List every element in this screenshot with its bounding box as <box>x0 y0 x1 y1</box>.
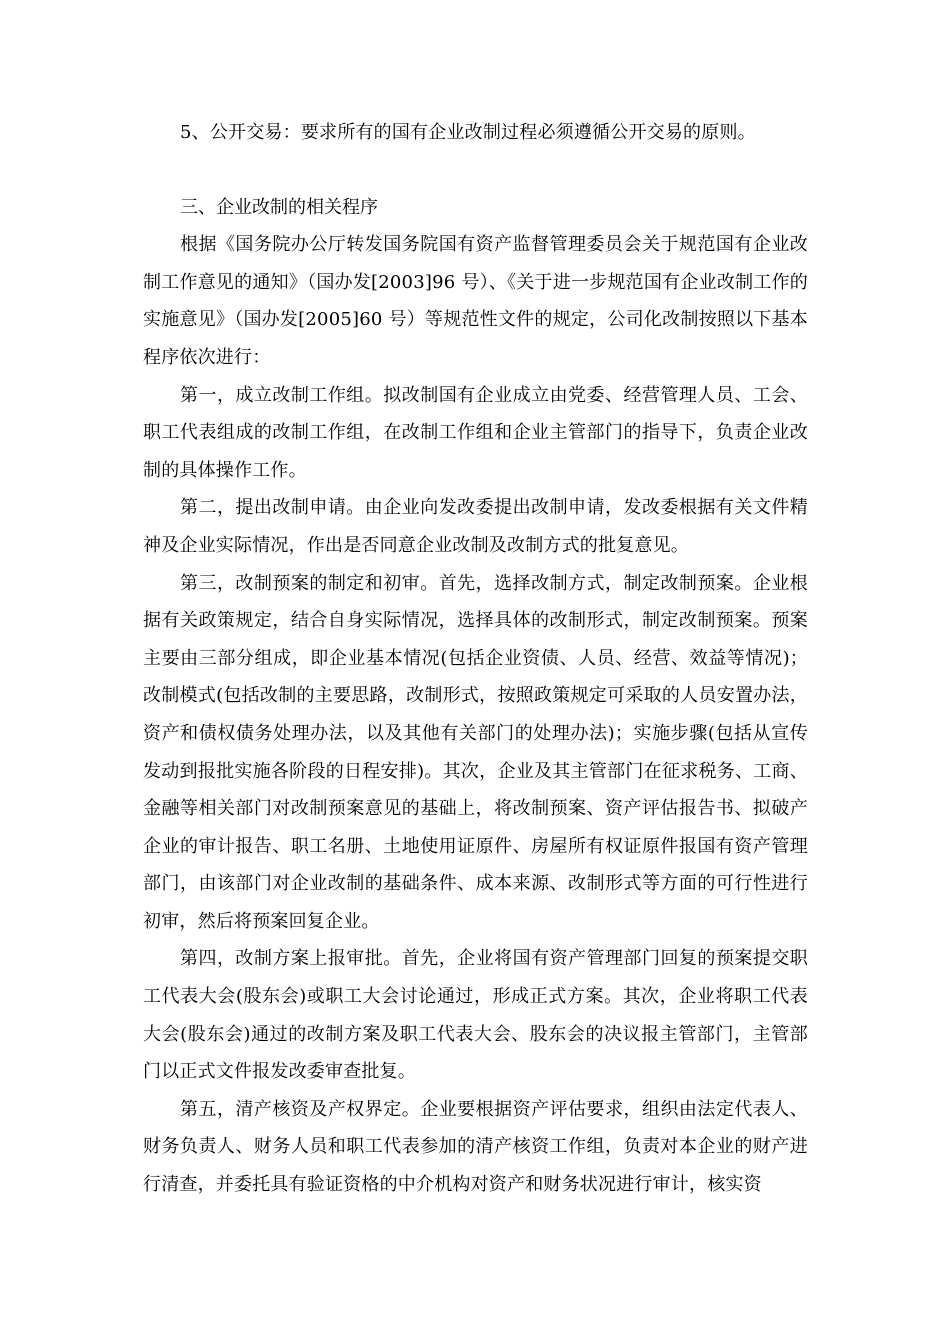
section-heading-procedures: 三、企业改制的相关程序 <box>180 196 378 218</box>
paragraph-open-trading: 5、公开交易：要求所有的国有企业改制过程必须遵循公开交易的原则。 <box>180 122 756 143</box>
paragraph-step-two: 第二，提出改制申请。由企业向发改委提出改制申请，发改委根据有关文件精神及企业实际情况，作出是否同意企业改制及改制方式的批复意见。 <box>143 497 808 556</box>
paragraph-step-one: 第一，成立改制工作组。拟改制国有企业成立由党委、经营管理人员、工会、职工代表组成的改制工作组，在改制工作组和企业主管部门的指导下，负责企业改制的具体操作工作。 <box>143 384 808 481</box>
document-body <box>143 114 808 1204</box>
paragraph-step-five: 第五，清产核资及产权界定。企业要根据资产评估要求，组织由法定代表人、财务负责人、财务人员和职工代表参加的清产核资工作组，负责对本企业的财产进行清查，并委托具有验证资格的中介机构对资产和财务状况进行审计，核实资 <box>143 1098 808 1196</box>
paragraph-step-three: 第三，改制预案的制定和初审。首先，选择改制方式，制定改制预案。企业根据有关政策规定，结合自身实际情况，选择具体的改制形式，制定改制预案。预案主要由三部分组成，即企业基本情况(包括企业资债、人员、经营、效益等情况)；改制模式(包括改制的主要思路，改制形式，按照政策规定可采取的人员安置办法，资产和债权债务处理办法，以及其他有关部门的处理办法)；实施步骤(包括从宣传发动到报批实施各阶段的日程安排)。其次，企业及其主管部门在征求税务、工商、金融等相关部门对改制预案意见的基础上，将改制预案、资产评估报告书、拟破产企业的审计报告、职工名册、土地使用证原件、房屋所有权证原件报国有资产管理部门，由该部门对企业改制的基础条件、成本来源、改制形式等方面的可行性进行初审，然后将预案回复企业。 <box>143 572 808 932</box>
paragraph-legal-basis: 根据《国务院办公厅转发国务院国有资产监督管理委员会关于规范国有企业改制工作意见的通知》（国办发[2003]96 号）、《关于进一步规范国有企业改制工作的实施意见》（国办发[2005]60 号）等规范性文件的规定，公司化改制按照以下基本程序依次进行： <box>143 234 808 368</box>
paragraph-step-four: 第四，改制方案上报审批。首先，企业将国有资产管理部门回复的预案提交职工代表大会(股东会)或职工大会讨论通过，形成正式方案。其次，企业将职工代表大会(股东会)通过的改制方案及职工代表大会、股东会的决议报主管部门，主管部门以正式文件报发改委审查批复。 <box>143 948 808 1083</box>
